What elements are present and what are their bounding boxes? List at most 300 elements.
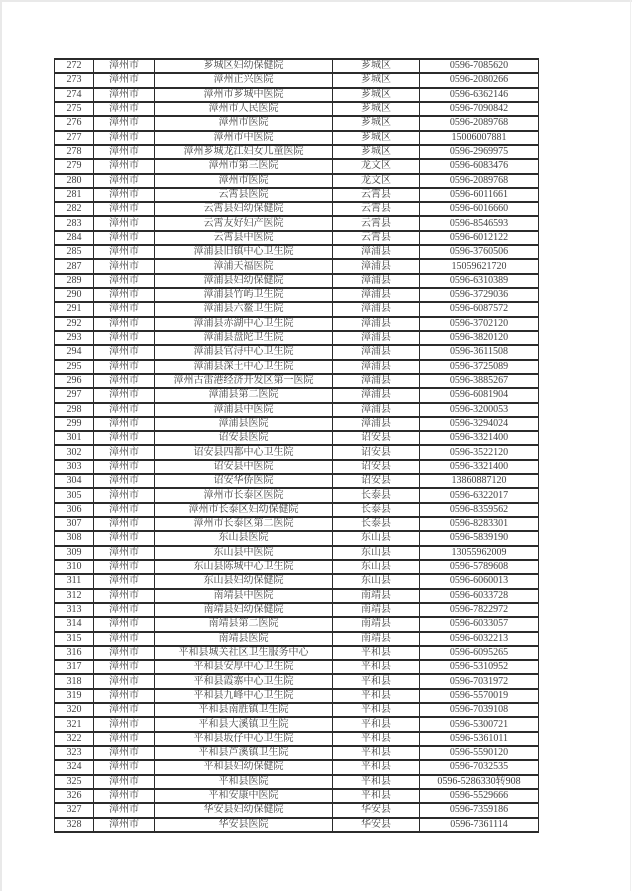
row-number-cell: 298 <box>55 403 94 417</box>
row-number-cell: 317 <box>55 660 94 674</box>
table-row <box>55 302 539 316</box>
phone-cell: 0596-6060013 <box>420 574 539 588</box>
phone-cell: 0596-2089768 <box>420 116 539 130</box>
phone-cell: 0596-7090842 <box>420 102 539 116</box>
phone-cell: 0596-3611508 <box>420 345 539 359</box>
district-cell: 长泰县 <box>333 517 420 531</box>
row-number-cell: 282 <box>55 202 94 216</box>
phone-cell: 0596-6012122 <box>420 231 539 245</box>
table-row <box>55 231 539 245</box>
phone-cell: 0596-6033728 <box>420 589 539 603</box>
table-row <box>55 345 539 359</box>
city-cell: 漳州市 <box>94 388 155 402</box>
city-cell: 漳州市 <box>94 417 155 431</box>
hospital-name-cell: 平和县医院 <box>155 775 333 789</box>
table-row <box>55 360 539 374</box>
city-cell: 漳州市 <box>94 617 155 631</box>
table-row <box>55 589 539 603</box>
table-row <box>55 732 539 746</box>
table-row <box>55 145 539 159</box>
hospital-name-cell: 平和县坂仔中心卫生院 <box>155 732 333 746</box>
row-number-cell: 303 <box>55 460 94 474</box>
row-number-cell: 320 <box>55 703 94 717</box>
city-cell: 漳州市 <box>94 632 155 646</box>
hospital-name-cell: 漳州芗城龙江妇女儿童医院 <box>155 145 333 159</box>
row-number-cell: 291 <box>55 302 94 316</box>
hospital-name-cell: 南靖县第二医院 <box>155 617 333 631</box>
district-cell: 云霄县 <box>333 231 420 245</box>
hospital-name-cell: 平和县城关社区卫生服务中心 <box>155 646 333 660</box>
phone-cell: 0596-5570019 <box>420 689 539 703</box>
hospital-name-cell: 漳州市长泰区医院 <box>155 488 333 502</box>
phone-cell: 0596-6011661 <box>420 188 539 202</box>
city-cell: 漳州市 <box>94 574 155 588</box>
row-number-cell: 294 <box>55 345 94 359</box>
hospital-name-cell: 平和县妇幼保健院 <box>155 760 333 774</box>
phone-cell: 0596-7359186 <box>420 803 539 817</box>
city-cell: 漳州市 <box>94 245 155 259</box>
row-number-cell: 310 <box>55 560 94 574</box>
city-cell: 漳州市 <box>94 274 155 288</box>
table-row <box>55 574 539 588</box>
row-number-cell: 301 <box>55 431 94 445</box>
table-row <box>55 646 539 660</box>
hospital-table-container <box>54 58 538 833</box>
district-cell: 漳浦县 <box>333 388 420 402</box>
district-cell: 芗城区 <box>333 73 420 87</box>
hospital-name-cell: 平和县九峰中心卫生院 <box>155 689 333 703</box>
phone-cell: 0596-5310952 <box>420 660 539 674</box>
table-row <box>55 789 539 803</box>
city-cell: 漳州市 <box>94 59 155 73</box>
hospital-name-cell: 漳州市中医院 <box>155 131 333 145</box>
district-cell: 东山县 <box>333 574 420 588</box>
hospital-table-body <box>55 59 539 832</box>
district-cell: 平和县 <box>333 660 420 674</box>
city-cell: 漳州市 <box>94 360 155 374</box>
city-cell: 漳州市 <box>94 746 155 760</box>
hospital-name-cell: 漳浦县旧镇中心卫生院 <box>155 245 333 259</box>
district-cell: 云霄县 <box>333 202 420 216</box>
city-cell: 漳州市 <box>94 560 155 574</box>
row-number-cell: 274 <box>55 88 94 102</box>
table-row <box>55 617 539 631</box>
phone-cell: 0596-5529666 <box>420 789 539 803</box>
row-number-cell: 289 <box>55 274 94 288</box>
city-cell: 漳州市 <box>94 531 155 545</box>
district-cell: 漳浦县 <box>333 288 420 302</box>
district-cell: 云霄县 <box>333 216 420 230</box>
district-cell: 芗城区 <box>333 116 420 130</box>
table-row <box>55 803 539 817</box>
hospital-name-cell: 漳浦县第二医院 <box>155 388 333 402</box>
district-cell: 诏安县 <box>333 431 420 445</box>
phone-cell: 0596-3321400 <box>420 431 539 445</box>
phone-cell: 0596-7031972 <box>420 674 539 688</box>
district-cell: 东山县 <box>333 531 420 545</box>
district-cell: 漳浦县 <box>333 360 420 374</box>
phone-cell: 0596-6087572 <box>420 302 539 316</box>
phone-cell: 0596-6322017 <box>420 488 539 502</box>
row-number-cell: 311 <box>55 574 94 588</box>
district-cell: 华安县 <box>333 803 420 817</box>
hospital-name-cell: 东山县陈城中心卫生院 <box>155 560 333 574</box>
table-row <box>55 259 539 273</box>
hospital-name-cell: 云霄县医院 <box>155 188 333 202</box>
city-cell: 漳州市 <box>94 288 155 302</box>
row-number-cell: 313 <box>55 603 94 617</box>
phone-cell: 0596-6032213 <box>420 632 539 646</box>
city-cell: 漳州市 <box>94 331 155 345</box>
row-number-cell: 305 <box>55 488 94 502</box>
district-cell: 平和县 <box>333 703 420 717</box>
table-row <box>55 531 539 545</box>
district-cell: 漳浦县 <box>333 403 420 417</box>
city-cell: 漳州市 <box>94 88 155 102</box>
phone-cell: 0596-8283301 <box>420 517 539 531</box>
row-number-cell: 278 <box>55 145 94 159</box>
row-number-cell: 272 <box>55 59 94 73</box>
table-row <box>55 760 539 774</box>
city-cell: 漳州市 <box>94 188 155 202</box>
district-cell: 平和县 <box>333 717 420 731</box>
hospital-name-cell: 诏安县医院 <box>155 431 333 445</box>
phone-cell: 0596-2969975 <box>420 145 539 159</box>
hospital-name-cell: 平和县安厚中心卫生院 <box>155 660 333 674</box>
phone-cell: 0596-3294024 <box>420 417 539 431</box>
row-number-cell: 319 <box>55 689 94 703</box>
page-right-edge <box>630 0 631 891</box>
row-number-cell: 280 <box>55 174 94 188</box>
city-cell: 漳州市 <box>94 589 155 603</box>
table-row <box>55 503 539 517</box>
district-cell: 诏安县 <box>333 460 420 474</box>
table-row <box>55 202 539 216</box>
district-cell: 平和县 <box>333 760 420 774</box>
hospital-name-cell: 漳州市长泰区妇幼保健院 <box>155 503 333 517</box>
hospital-name-cell: 东山县妇幼保健院 <box>155 574 333 588</box>
table-row <box>55 159 539 173</box>
city-cell: 漳州市 <box>94 660 155 674</box>
city-cell: 漳州市 <box>94 345 155 359</box>
row-number-cell: 273 <box>55 73 94 87</box>
table-row <box>55 775 539 789</box>
phone-cell: 0596-5361011 <box>420 732 539 746</box>
hospital-name-cell: 云霄县妇幼保健院 <box>155 202 333 216</box>
table-row <box>55 88 539 102</box>
hospital-name-cell: 漳州市长泰区第二医院 <box>155 517 333 531</box>
table-row <box>55 174 539 188</box>
hospital-name-cell: 诏安华侨医院 <box>155 474 333 488</box>
table-row <box>55 488 539 502</box>
hospital-name-cell: 漳州市第三医院 <box>155 159 333 173</box>
table-row <box>55 274 539 288</box>
row-number-cell: 304 <box>55 474 94 488</box>
hospital-name-cell: 平和县南胜镇卫生院 <box>155 703 333 717</box>
phone-cell: 0596-6083476 <box>420 159 539 173</box>
page-left-edge <box>0 0 2 891</box>
row-number-cell: 296 <box>55 374 94 388</box>
row-number-cell: 287 <box>55 259 94 273</box>
row-number-cell: 308 <box>55 531 94 545</box>
row-number-cell: 297 <box>55 388 94 402</box>
city-cell: 漳州市 <box>94 689 155 703</box>
table-row <box>55 703 539 717</box>
city-cell: 漳州市 <box>94 102 155 116</box>
hospital-name-cell: 漳州市医院 <box>155 174 333 188</box>
hospital-name-cell: 漳浦县医院 <box>155 417 333 431</box>
city-cell: 漳州市 <box>94 131 155 145</box>
district-cell: 长泰县 <box>333 488 420 502</box>
city-cell: 漳州市 <box>94 231 155 245</box>
district-cell: 芗城区 <box>333 145 420 159</box>
phone-cell: 0596-7039108 <box>420 703 539 717</box>
table-row <box>55 403 539 417</box>
table-row <box>55 317 539 331</box>
hospital-name-cell: 漳州市人民医院 <box>155 102 333 116</box>
hospital-name-cell: 华安县妇幼保健院 <box>155 803 333 817</box>
row-number-cell: 325 <box>55 775 94 789</box>
hospital-name-cell: 漳浦县妇幼保健院 <box>155 274 333 288</box>
district-cell: 漳浦县 <box>333 345 420 359</box>
city-cell: 漳州市 <box>94 732 155 746</box>
district-cell: 平和县 <box>333 674 420 688</box>
city-cell: 漳州市 <box>94 717 155 731</box>
row-number-cell: 309 <box>55 546 94 560</box>
page-top-edge <box>0 0 632 2</box>
phone-cell: 0596-3760506 <box>420 245 539 259</box>
phone-cell: 0596-3522120 <box>420 445 539 459</box>
phone-cell: 0596-3200053 <box>420 403 539 417</box>
phone-cell: 0596-8359562 <box>420 503 539 517</box>
city-cell: 漳州市 <box>94 646 155 660</box>
table-row <box>55 460 539 474</box>
district-cell: 芗城区 <box>333 59 420 73</box>
hospital-name-cell: 南靖县妇幼保健院 <box>155 603 333 617</box>
district-cell: 芗城区 <box>333 102 420 116</box>
city-cell: 漳州市 <box>94 517 155 531</box>
row-number-cell: 299 <box>55 417 94 431</box>
phone-cell: 0596-3820120 <box>420 331 539 345</box>
city-cell: 漳州市 <box>94 789 155 803</box>
table-row <box>55 288 539 302</box>
table-row <box>55 417 539 431</box>
row-number-cell: 306 <box>55 503 94 517</box>
hospital-table <box>54 58 539 833</box>
city-cell: 漳州市 <box>94 116 155 130</box>
phone-cell: 0596-6362146 <box>420 88 539 102</box>
district-cell: 南靖县 <box>333 603 420 617</box>
phone-cell: 15006007881 <box>420 131 539 145</box>
hospital-name-cell: 云霄县中医院 <box>155 231 333 245</box>
table-row <box>55 603 539 617</box>
hospital-name-cell: 平和县芦溪镇卫生院 <box>155 746 333 760</box>
phone-cell: 0596-6310389 <box>420 274 539 288</box>
district-cell: 长泰县 <box>333 503 420 517</box>
district-cell: 南靖县 <box>333 632 420 646</box>
phone-cell: 0596-5839190 <box>420 531 539 545</box>
row-number-cell: 275 <box>55 102 94 116</box>
city-cell: 漳州市 <box>94 73 155 87</box>
phone-cell: 0596-5286330转908 <box>420 775 539 789</box>
hospital-name-cell: 东山县中医院 <box>155 546 333 560</box>
row-number-cell: 327 <box>55 803 94 817</box>
city-cell: 漳州市 <box>94 674 155 688</box>
table-row <box>55 59 539 73</box>
row-number-cell: 277 <box>55 131 94 145</box>
table-row <box>55 102 539 116</box>
phone-cell: 0596-5300721 <box>420 717 539 731</box>
city-cell: 漳州市 <box>94 302 155 316</box>
phone-cell: 15059621720 <box>420 259 539 273</box>
phone-cell: 13055962009 <box>420 546 539 560</box>
hospital-name-cell: 漳州市医院 <box>155 116 333 130</box>
phone-cell: 0596-6033057 <box>420 617 539 631</box>
table-row <box>55 746 539 760</box>
row-number-cell: 302 <box>55 445 94 459</box>
row-number-cell: 292 <box>55 317 94 331</box>
district-cell: 漳浦县 <box>333 374 420 388</box>
district-cell: 漳浦县 <box>333 259 420 273</box>
hospital-name-cell: 华安县医院 <box>155 818 333 832</box>
row-number-cell: 283 <box>55 216 94 230</box>
table-row <box>55 689 539 703</box>
city-cell: 漳州市 <box>94 474 155 488</box>
hospital-name-cell: 诏安县中医院 <box>155 460 333 474</box>
row-number-cell: 321 <box>55 717 94 731</box>
district-cell: 平和县 <box>333 746 420 760</box>
city-cell: 漳州市 <box>94 374 155 388</box>
hospital-name-cell: 漳浦县六鳌卫生院 <box>155 302 333 316</box>
district-cell: 漳浦县 <box>333 331 420 345</box>
phone-cell: 0596-3321400 <box>420 460 539 474</box>
hospital-name-cell: 漳州古雷港经济开发区第一医院 <box>155 374 333 388</box>
city-cell: 漳州市 <box>94 403 155 417</box>
hospital-name-cell: 平和县大溪镇卫生院 <box>155 717 333 731</box>
row-number-cell: 318 <box>55 674 94 688</box>
table-row <box>55 331 539 345</box>
table-row <box>55 717 539 731</box>
district-cell: 东山县 <box>333 546 420 560</box>
phone-cell: 0596-3702120 <box>420 317 539 331</box>
hospital-name-cell: 漳州市芗城中医院 <box>155 88 333 102</box>
city-cell: 漳州市 <box>94 216 155 230</box>
phone-cell: 0596-3725089 <box>420 360 539 374</box>
city-cell: 漳州市 <box>94 503 155 517</box>
district-cell: 龙文区 <box>333 159 420 173</box>
row-number-cell: 279 <box>55 159 94 173</box>
row-number-cell: 322 <box>55 732 94 746</box>
row-number-cell: 290 <box>55 288 94 302</box>
district-cell: 平和县 <box>333 689 420 703</box>
district-cell: 漳浦县 <box>333 317 420 331</box>
phone-cell: 13860887120 <box>420 474 539 488</box>
row-number-cell: 324 <box>55 760 94 774</box>
city-cell: 漳州市 <box>94 174 155 188</box>
hospital-name-cell: 漳州正兴医院 <box>155 73 333 87</box>
table-row <box>55 560 539 574</box>
table-row <box>55 116 539 130</box>
city-cell: 漳州市 <box>94 159 155 173</box>
row-number-cell: 295 <box>55 360 94 374</box>
table-row <box>55 388 539 402</box>
table-row <box>55 517 539 531</box>
hospital-name-cell: 漳浦县竹屿卫生院 <box>155 288 333 302</box>
row-number-cell: 314 <box>55 617 94 631</box>
phone-cell: 0596-6095265 <box>420 646 539 660</box>
hospital-name-cell: 诏安县四都中心卫生院 <box>155 445 333 459</box>
table-row <box>55 374 539 388</box>
city-cell: 漳州市 <box>94 259 155 273</box>
phone-cell: 0596-3729036 <box>420 288 539 302</box>
row-number-cell: 326 <box>55 789 94 803</box>
district-cell: 漳浦县 <box>333 274 420 288</box>
district-cell: 平和县 <box>333 789 420 803</box>
city-cell: 漳州市 <box>94 431 155 445</box>
table-row <box>55 632 539 646</box>
table-row <box>55 660 539 674</box>
city-cell: 漳州市 <box>94 703 155 717</box>
district-cell: 芗城区 <box>333 88 420 102</box>
hospital-name-cell: 漳浦县官浔中心卫生院 <box>155 345 333 359</box>
row-number-cell: 293 <box>55 331 94 345</box>
row-number-cell: 307 <box>55 517 94 531</box>
phone-cell: 0596-8546593 <box>420 216 539 230</box>
city-cell: 漳州市 <box>94 818 155 832</box>
phone-cell: 0596-2089768 <box>420 174 539 188</box>
table-row <box>55 245 539 259</box>
table-row <box>55 131 539 145</box>
row-number-cell: 281 <box>55 188 94 202</box>
row-number-cell: 276 <box>55 116 94 130</box>
phone-cell: 0596-7361114 <box>420 818 539 832</box>
district-cell: 龙文区 <box>333 174 420 188</box>
hospital-name-cell: 芗城区妇幼保健院 <box>155 59 333 73</box>
hospital-name-cell: 漳浦县赤湖中心卫生院 <box>155 317 333 331</box>
table-row <box>55 431 539 445</box>
city-cell: 漳州市 <box>94 317 155 331</box>
hospital-name-cell: 漳浦县中医院 <box>155 403 333 417</box>
city-cell: 漳州市 <box>94 445 155 459</box>
phone-cell: 0596-5590120 <box>420 746 539 760</box>
district-cell: 平和县 <box>333 732 420 746</box>
district-cell: 平和县 <box>333 646 420 660</box>
city-cell: 漳州市 <box>94 803 155 817</box>
phone-cell: 0596-7032535 <box>420 760 539 774</box>
phone-cell: 0596-7822972 <box>420 603 539 617</box>
hospital-name-cell: 漳浦县盘陀卫生院 <box>155 331 333 345</box>
phone-cell: 0596-6081904 <box>420 388 539 402</box>
district-cell: 漳浦县 <box>333 245 420 259</box>
table-row <box>55 73 539 87</box>
district-cell: 华安县 <box>333 818 420 832</box>
hospital-name-cell: 平和安康中医院 <box>155 789 333 803</box>
city-cell: 漳州市 <box>94 603 155 617</box>
row-number-cell: 328 <box>55 818 94 832</box>
row-number-cell: 323 <box>55 746 94 760</box>
district-cell: 平和县 <box>333 775 420 789</box>
city-cell: 漳州市 <box>94 202 155 216</box>
district-cell: 东山县 <box>333 560 420 574</box>
phone-cell: 0596-3885267 <box>420 374 539 388</box>
hospital-name-cell: 南靖县医院 <box>155 632 333 646</box>
district-cell: 芗城区 <box>333 131 420 145</box>
phone-cell: 0596-5789608 <box>420 560 539 574</box>
table-row <box>55 188 539 202</box>
phone-cell: 0596-2080266 <box>420 73 539 87</box>
row-number-cell: 316 <box>55 646 94 660</box>
hospital-name-cell: 平和县霞寨中心卫生院 <box>155 674 333 688</box>
